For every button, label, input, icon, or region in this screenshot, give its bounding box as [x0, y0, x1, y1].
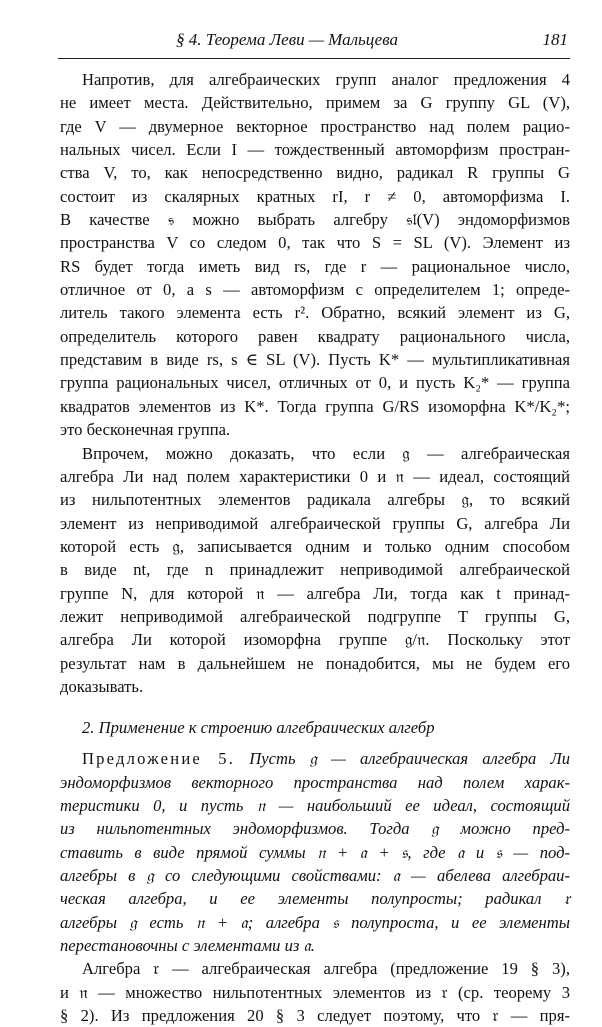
page-number: 181	[542, 30, 568, 49]
running-header	[58, 28, 570, 59]
proposition-line: из нильпотентных эндоморфизмов. Тогда 𝔤 можно пред-	[60, 819, 570, 839]
text-line: где V — двумерное векторное пространство над полем рацио-	[60, 116, 570, 136]
text-line: это бесконечная группа.	[60, 420, 231, 440]
proposition-line: алгебры в 𝔤 со следующими свойствами: 𝔞 — абелева алгебраи-	[60, 866, 570, 885]
text-line: доказывать.	[60, 676, 144, 696]
text-line: и 𝔫 — множество нильпотентных элементов из 𝔯 (ср. теорему 3	[60, 982, 570, 1002]
text-line: нальных чисел. Если I — тождественный автоморфизм простран-	[60, 140, 570, 160]
proposition-line: теристики 0, и пусть 𝔫 — наибольший ее идеал, состоящий	[60, 795, 570, 815]
text-line: Напротив, для алгебраических групп аналог предложения 4	[82, 70, 570, 89]
proposition-line: эндоморфизмов векторного пространства над полем харак-	[60, 772, 570, 792]
page-body	[60, 68, 570, 1027]
text-line: в виде nt, где n принадлежит неприводимой алгебраической	[60, 560, 570, 580]
text-line: результат нам в дальнейшем не понадобится, мы не будем его	[60, 653, 570, 673]
text-line: которой есть 𝔤, записывается одним и только одним способом	[60, 536, 570, 556]
text-line: не имеет места. Действительно, примем за G группу GL (V),	[60, 93, 570, 113]
text-line: элемент из неприводимой алгебраической группы G, алгебра Ли	[60, 513, 570, 533]
text-line: алгебра Ли которой изоморфна группе 𝔤/𝔫. Поскольку этот	[60, 630, 570, 650]
text-line: алгебра Ли над полем характеристики 0 и 𝔫 — идеал, состоящий	[60, 466, 570, 486]
text-line: из нильпотентных элементов радикала алгебры 𝔤, то всякий	[60, 490, 570, 510]
text-line: группа рациональных чисел, отличных от 0, и пусть K₂* — группа	[60, 373, 570, 393]
text-line: квадратов элементов из K*. Тогда группа G/RS изоморфна K*/K₂*;	[60, 396, 570, 416]
text-line: группе N, для которой 𝔫 — алгебра Ли, тогда как t принад-	[60, 583, 570, 603]
text-line: Впрочем, можно доказать, что если 𝔤 — алгебраическая	[82, 443, 570, 463]
proposition-line: алгебры 𝔤 есть 𝔫 + 𝔞; алгебра 𝔰 полупроста, и ее элементы	[60, 912, 570, 932]
text-line: определитель которого равен квадрату рационального числа,	[60, 326, 570, 346]
proposition-line: перестановочны с элементами из 𝔞.	[60, 936, 315, 956]
proposition-line: Предложение 5. Пусть 𝔤 — алгебраическая алгебра Ли	[82, 749, 570, 769]
proposition-line: ставить в виде прямой суммы 𝔫 + 𝔞 + 𝔰, где 𝔞 и 𝔰 — под-	[60, 842, 570, 862]
text-line: RS будет тогда иметь вид rs, где r — рациональное число,	[60, 256, 570, 276]
section-heading: 2. Применение к строению алгебраических алгебр	[82, 718, 435, 738]
text-line: Алгебра 𝔯 — алгебраическая алгебра (предложение 19 § 3),	[82, 959, 570, 979]
text-line: представим в виде rs, s ∈ SL (V). Пусть K* — мультипликативная	[60, 350, 570, 370]
running-title: § 4. Теорема Леви — Мальцева	[176, 30, 398, 49]
proposition-label: Предложение 5.	[82, 749, 236, 769]
text-line: В качестве 𝔰 можно выбрать алгебру 𝔰𝔩(V) эндоморфизмов	[60, 210, 570, 230]
text-line: пространства V со следом 0, так что S = SL (V). Элемент из	[60, 233, 570, 253]
text-line: состоит из скалярных кратных rI, r ≠ 0, автоморфизма I.	[60, 186, 570, 206]
text-line: ства V, то, как непосредственно видно, радикал R группы G	[60, 163, 570, 183]
text-line: литель такого элемента есть r². Обратно, всякий элемент из G,	[60, 303, 570, 323]
text-line: § 2). Из предложения 20 § 3 следует поэтому, что 𝔯 — пря-	[60, 1006, 570, 1026]
proposition-line: ческая алгебра, и ее элементы полупросты; радикал 𝔯	[60, 889, 570, 909]
text-line: отличное от 0, а s — автоморфизм с определителем 1; опреде-	[60, 280, 570, 300]
text-line: лежит неприводимой алгебраической подгруппе T группы G,	[60, 606, 570, 626]
spacer	[60, 698, 570, 715]
